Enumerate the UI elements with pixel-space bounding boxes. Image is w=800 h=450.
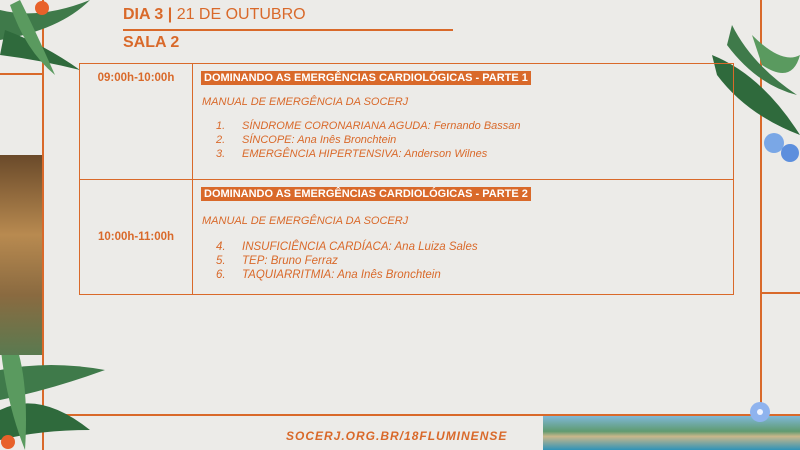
session-content-cell: [193, 64, 734, 180]
item-text: INSUFICIÊNCIA CARDÍACA: Ana Luiza Sales: [242, 241, 478, 253]
schedule-row: [80, 180, 734, 295]
date-label: 21 DE OUTUBRO: [176, 6, 306, 23]
item-text: EMERGÊNCIA HIPERTENSIVA: Anderson Wilnes: [242, 148, 488, 160]
schedule-row: [80, 64, 734, 180]
day-label: DIA 3 |: [123, 6, 173, 23]
list-item: [216, 255, 732, 267]
item-number: 4.: [216, 241, 226, 253]
session-content-cell: [193, 180, 734, 295]
item-number: 1.: [216, 120, 226, 132]
list-item: [216, 148, 732, 160]
frame-line-right-mid: [762, 292, 800, 294]
item-number: 3.: [216, 148, 226, 160]
item-number: 5.: [216, 255, 226, 267]
header-divider: [123, 29, 453, 31]
session-title: DOMINANDO AS EMERGÊNCIAS CARDIOLÓGICAS - PARTE 2: [201, 187, 531, 201]
list-item: [216, 120, 732, 132]
session-time: 10:00h-11:00h: [97, 231, 175, 243]
item-text: TAQUIARRITMIA: Ana Inês Bronchtein: [242, 269, 441, 281]
session-title: DOMINANDO AS EMERGÊNCIAS CARDIOLÓGICAS - PARTE 1: [201, 71, 531, 85]
list-item: [216, 269, 732, 281]
item-text: SÍNCOPE: Ana Inês Bronchtein: [242, 134, 397, 146]
item-number: 6.: [216, 269, 226, 281]
blue-flower-icon: [748, 400, 772, 424]
item-text: SÍNDROME CORONARIANA AGUDA: Fernando Bassan: [242, 120, 521, 132]
item-number: 2.: [216, 134, 226, 146]
room-title: SALA 2: [123, 34, 180, 51]
list-item: [216, 134, 732, 146]
session-time: 09:00h-10:00h: [97, 72, 175, 84]
footer-website-link[interactable]: SOCERJ.ORG.BR/18FLUMINENSE: [286, 429, 508, 443]
session-subtitle: MANUAL DE EMERGÊNCIA DA SOCERJ: [202, 96, 409, 108]
session-subtitle: MANUAL DE EMERGÊNCIA DA SOCERJ: [202, 215, 409, 227]
day-header: [123, 6, 306, 24]
schedule-table: [79, 63, 734, 295]
item-text: TEP: Bruno Ferraz: [242, 255, 338, 267]
session-time-cell: [80, 64, 193, 180]
statue-photo: [0, 155, 42, 355]
list-item: [216, 241, 732, 253]
session-time-cell: [80, 180, 193, 295]
